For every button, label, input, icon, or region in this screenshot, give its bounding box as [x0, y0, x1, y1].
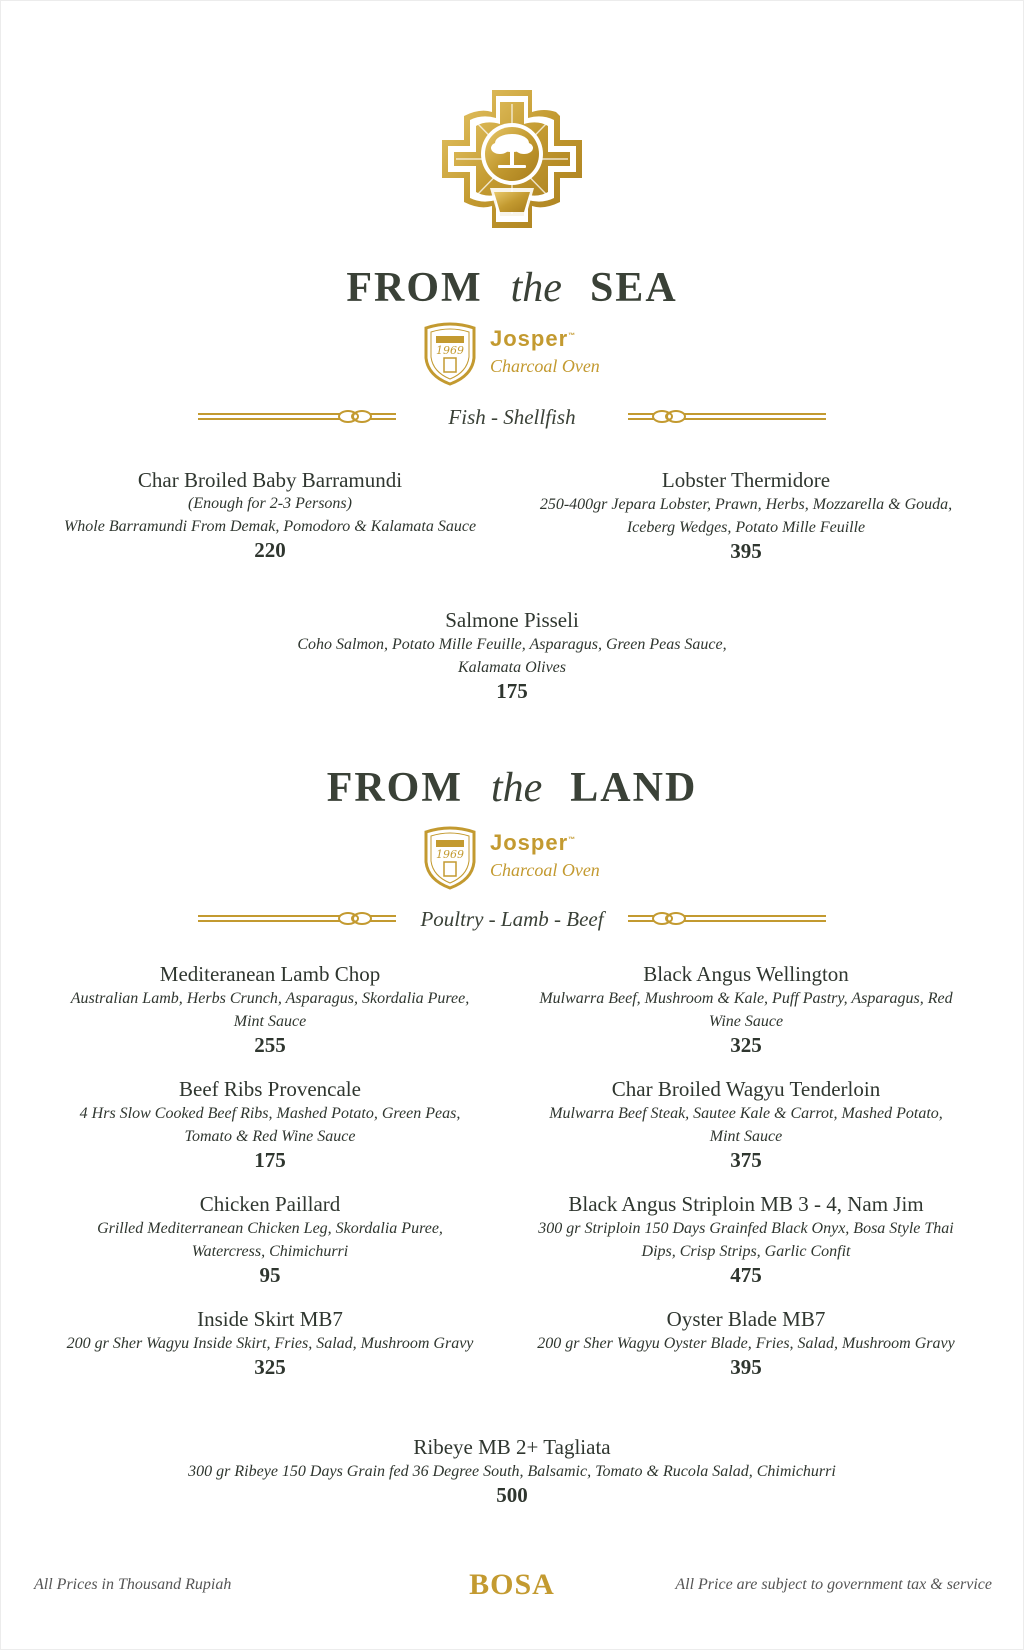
item-name: Beef Ribs Provencale	[179, 1077, 361, 1101]
title-word: the	[490, 765, 543, 811]
item-price: 220	[254, 538, 286, 562]
item-description: Grilled Mediterranean Chicken Leg, Skordalia Puree, Watercress, Chimichurri	[97, 1220, 443, 1260]
item-name: Chicken Paillard	[199, 1192, 341, 1216]
menu-item	[60, 962, 480, 1057]
item-name: Salmone Pisseli	[445, 608, 579, 632]
badge-brand: Josper™	[490, 830, 577, 855]
item-price: 395	[730, 539, 762, 563]
item-name: Inside Skirt MB7	[197, 1307, 343, 1331]
title-word: the	[510, 265, 562, 311]
item-price: 255	[254, 1033, 286, 1057]
footer-tax-note: All Price are subject to government tax & service	[675, 1576, 992, 1593]
josper-badge	[422, 322, 612, 386]
category-label: Poultry - Lamb - Beef	[420, 907, 604, 931]
menu-item	[536, 1307, 956, 1379]
menu-item	[60, 1192, 480, 1287]
item-description: Australian Lamb, Herbs Crunch, Asparagus, Skordalia Puree, Mint Sauce	[70, 990, 470, 1030]
badge-brand: Josper™	[490, 326, 577, 351]
knot-divider-icon	[628, 404, 826, 430]
badge-year: 1969	[436, 344, 464, 357]
menu-item	[536, 1192, 956, 1287]
item-description: 300 gr Striploin 150 Days Grainfed Black Onyx, Bosa Style Thai Dips, Crisp Strips, Garlic Confit	[538, 1220, 954, 1260]
section-title-land	[0, 764, 1024, 812]
item-description: 200 gr Sher Wagyu Inside Skirt, Fries, Salad, Mushroom Gravy	[66, 1335, 474, 1352]
menu-item	[536, 962, 956, 1057]
badge-year: 1969	[436, 848, 464, 861]
item-description: 200 gr Sher Wagyu Oyster Blade, Fries, Salad, Mushroom Gravy	[537, 1335, 955, 1352]
item-description: Whole Barramundi From Demak, Pomodoro & Kalamata Sauce	[63, 518, 477, 535]
item-price: 475	[730, 1263, 762, 1287]
title-word: SEA	[589, 265, 678, 311]
item-description: 300 gr Ribeye 150 Days Grain fed 36 Degree South, Balsamic, Tomato & Rucola Salad, Chimichurri	[188, 1463, 836, 1480]
item-price: 175	[496, 679, 528, 703]
item-price: 95	[259, 1263, 281, 1287]
item-note: (Enough for 2-3 Persons)	[188, 495, 352, 512]
section-title-sea	[0, 264, 1024, 312]
item-price: 175	[254, 1148, 286, 1172]
item-name: Oyster Blade MB7	[666, 1307, 826, 1331]
category-divider	[198, 404, 826, 430]
item-description: Coho Salmon, Potato Mille Feuille, Asparagus, Green Peas Sauce, Kalamata Olives	[297, 636, 727, 676]
item-price: 500	[496, 1483, 528, 1507]
item-description: 250-400gr Jepara Lobster, Prawn, Herbs, Mozzarella & Gouda, Iceberg Wedges, Potato Mille Feuille	[539, 496, 953, 536]
item-name: Black Angus Striploin MB 3 - 4, Nam Jim	[568, 1192, 924, 1216]
josper-shield-icon	[422, 322, 478, 386]
item-name: Lobster Thermidore	[661, 468, 831, 492]
title-word: FROM	[346, 265, 483, 311]
menu-item	[212, 608, 812, 703]
knot-divider-icon	[628, 906, 826, 932]
footer-price-note: All Prices in Thousand Rupiah	[34, 1576, 232, 1593]
item-price: 325	[254, 1355, 286, 1379]
item-name: Black Angus Wellington	[643, 962, 849, 986]
item-price: 325	[730, 1033, 762, 1057]
tree-emblem-icon	[440, 88, 584, 230]
knot-divider-icon	[198, 906, 396, 932]
josper-badge	[422, 826, 612, 890]
title-word: LAND	[570, 765, 698, 811]
item-name: Char Broiled Baby Barramundi	[137, 468, 403, 492]
menu-item	[150, 1435, 874, 1507]
item-name: Ribeye MB 2+ Tagliata	[413, 1435, 611, 1459]
badge-subtitle: Charcoal Oven	[490, 356, 600, 376]
item-name: Char Broiled Wagyu Tenderloin	[611, 1077, 881, 1101]
item-description: Mulwarra Beef, Mushroom & Kale, Puff Pastry, Asparagus, Red Wine Sauce	[539, 990, 953, 1030]
josper-shield-icon	[422, 826, 478, 890]
menu-item	[536, 1077, 956, 1172]
item-description: 4 Hrs Slow Cooked Beef Ribs, Mashed Potato, Green Peas, Tomato & Red Wine Sauce	[79, 1105, 461, 1145]
item-description: Mulwarra Beef Steak, Sautee Kale & Carrot, Mashed Potato, Mint Sauce	[549, 1105, 943, 1145]
menu-item	[536, 468, 956, 563]
item-name: Mediteranean Lamb Chop	[159, 962, 381, 986]
title-word: FROM	[326, 765, 463, 811]
category-divider	[198, 906, 826, 932]
footer-brand-logo: BOSA	[469, 1568, 555, 1601]
menu-item	[60, 1307, 480, 1379]
badge-subtitle: Charcoal Oven	[490, 860, 600, 880]
menu-item	[60, 1077, 480, 1172]
knot-divider-icon	[198, 404, 396, 430]
item-price: 375	[730, 1148, 762, 1172]
item-price: 395	[730, 1355, 762, 1379]
category-label: Fish - Shellfish	[448, 405, 576, 429]
menu-item	[60, 468, 480, 562]
